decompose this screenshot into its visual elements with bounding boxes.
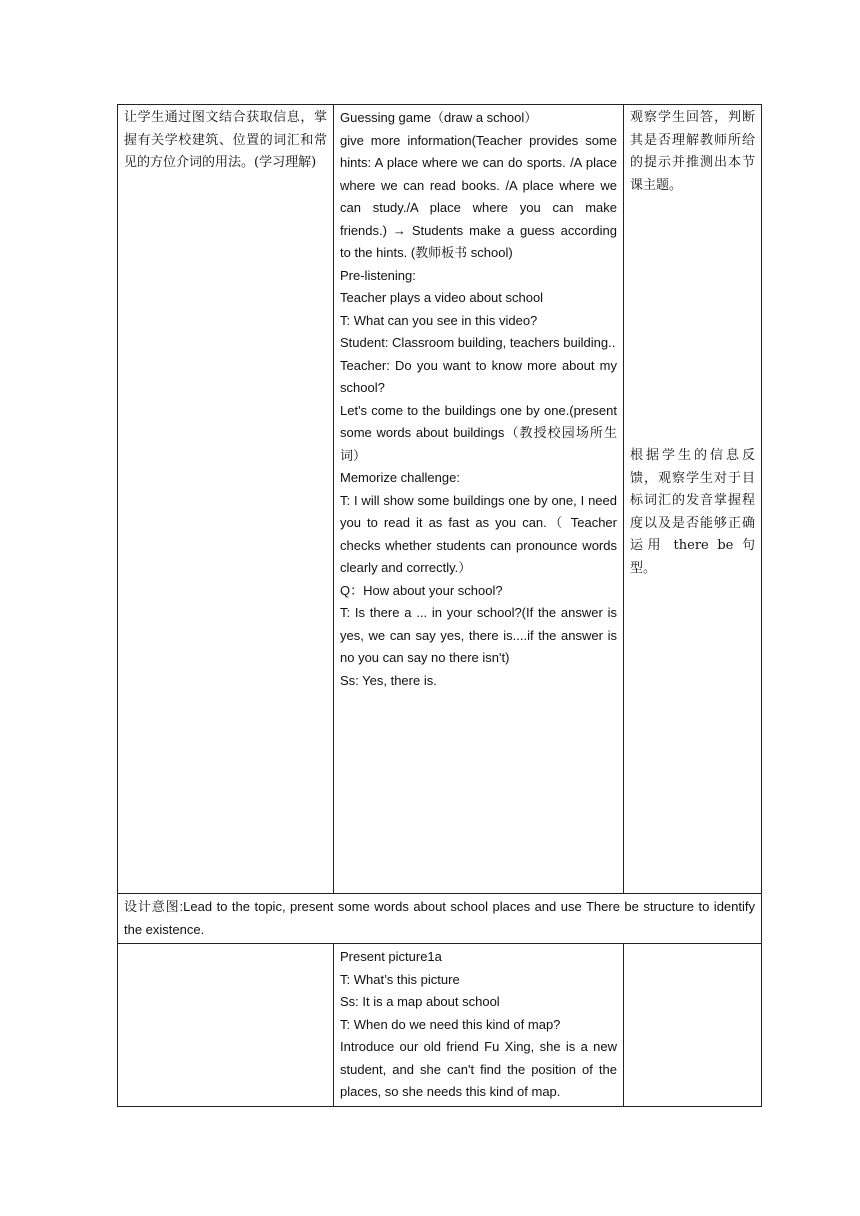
assessment-cell (624, 105, 762, 894)
design-intent-cell (118, 894, 762, 944)
activity-line: Teacher: Do you want to know more about my school? (340, 357, 617, 395)
activity-line: Guessing game（draw a school） (340, 110, 538, 125)
activity-line: T: What’s this picture (340, 971, 460, 987)
activity-line: T: Is there a ... in your school?(If the answer is yes, we can say yes, there is....if the answer is no you can say no there isn't) (340, 605, 617, 665)
activity-line: Pre-listening: (340, 267, 416, 283)
activity-line: T: When do we need this kind of map? (340, 1016, 561, 1032)
activity-line: Present picture1a (340, 949, 442, 964)
activity-line: Ss: It is a map about school (340, 994, 500, 1009)
activity-line: Ss: Yes, there is. (340, 672, 437, 688)
activities-cell (334, 944, 624, 1107)
activity-line: Let's come to the buildings one by one.(present some words about buildings（教授校园场所生词） (340, 402, 617, 463)
table-row (118, 894, 762, 944)
table-row (118, 944, 762, 1107)
activity-line: Teacher plays a video about school (340, 290, 544, 305)
activity-line: T: I will show some buildings one by one, I need you to read it as fast as you can.（ Teacher checks whether students can pronounce words clearly and correctly.） (340, 492, 617, 575)
activity-line: Student: Classroom building, teachers building.. (340, 335, 616, 350)
activity-line: give more information(Teacher provides some hints: A place where we can do sports. /A place where we can read books. /A place where we can study./A place where you can make friends.) → Students make a guess according to the hints. (教师板书 school) (340, 132, 617, 260)
objective-cell (118, 944, 334, 1107)
objective-text: 让学生通过图文结合获取信息，掌握有关学校建筑、位置的词汇和常见的方位介词的用法。(学习理解) (124, 110, 327, 170)
design-intent-text: 设计意图:Lead to the topic, present some words about school places and use There be structure to identify the existence. (124, 899, 755, 937)
activities-cell (334, 105, 624, 894)
assessment-text: 根据学生的信息反馈，观察学生对于目标词汇的发音掌握程度以及是否能够正确运用 there be 句型。 (630, 448, 755, 576)
activity-line: Memorize challenge: (340, 470, 460, 485)
assessment-cell (624, 944, 762, 1107)
assessment-text: 观察学生回答，判断其是否理解教师所给的提示并推测出本节课主题。 (630, 110, 755, 193)
objective-cell (118, 105, 334, 894)
activity-line: Q：How about your school? (340, 582, 503, 598)
lesson-plan-table (117, 104, 762, 1107)
table-row (118, 105, 762, 894)
activity-line: T: What can you see in this video? (340, 312, 538, 328)
activity-line: Introduce our old friend Fu Xing, she is a new student, and she can't find the position of the places, so she needs this kind of map. (340, 1039, 617, 1099)
